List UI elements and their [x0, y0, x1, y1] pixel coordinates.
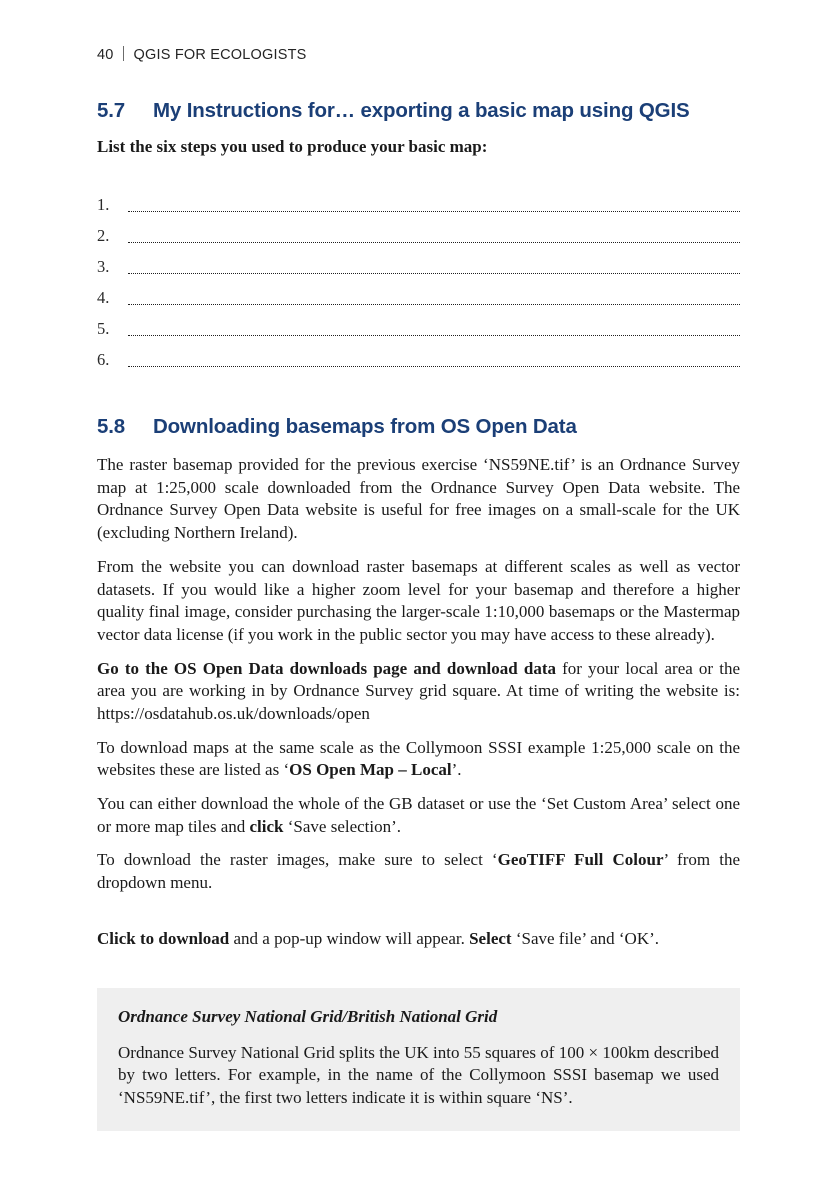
answer-line-dots[interactable]: [128, 303, 740, 305]
section-number-5-7: 5.7: [97, 99, 126, 122]
paragraph-raster-basemap: The raster basemap provided for the previous exercise ‘NS59NE.tif’ is an Ordnance Survey map at 1:25,000 scale downloaded from the Ordnance Survey Open Data website. The Ordnance Survey Open Data website is useful for free images on a small-scale for the UK (excluding Northern Ireland).: [97, 455, 740, 543]
section-number-5-8: 5.8: [97, 415, 126, 439]
term-select: Select: [469, 928, 512, 948]
answer-line-dots[interactable]: [128, 241, 740, 243]
answer-line-index: 1.: [97, 194, 110, 214]
page-number: 40: [97, 47, 114, 63]
section-title-5-8: Downloading basemaps from OS Open Data: [153, 415, 577, 439]
answer-line-1[interactable]: [97, 188, 740, 219]
text-post: ‘Save file’ and ‘OK’.: [511, 928, 660, 948]
section-heading-5-7: [97, 99, 740, 123]
answer-line-index: 6.: [97, 349, 110, 369]
answer-line-5[interactable]: [97, 312, 740, 343]
paragraph-click-to-download: [97, 928, 740, 951]
answer-lines-list: [97, 188, 740, 374]
paragraph-set-custom-area: [97, 793, 740, 838]
paragraph-downloads-page-lead: Go to the OS Open Data downloads page and download data: [97, 658, 556, 678]
text-pre: You can either download the whole of the GB dataset or use the ‘Set Custom Area’ select one or more map tiles and: [97, 794, 740, 836]
running-header-title: QGIS FOR ECOLOGISTS: [133, 47, 307, 63]
paragraph-spacer: [97, 906, 740, 928]
answer-line-dots[interactable]: [128, 210, 740, 212]
answer-line-3[interactable]: [97, 250, 740, 281]
answer-line-index: 2.: [97, 225, 110, 245]
answer-prompt: List the six steps you used to produce your basic map:: [97, 137, 488, 156]
answer-line-2[interactable]: [97, 219, 740, 250]
text-post: ‘Save selection’.: [283, 816, 402, 836]
answer-line-index: 4.: [97, 287, 110, 307]
answer-line-index: 5.: [97, 318, 110, 338]
answer-line-dots[interactable]: [128, 334, 740, 336]
answer-line-index: 3.: [97, 256, 110, 276]
text-post: ’ from the dropdown menu.: [97, 850, 740, 893]
term-geotiff-full-colour: GeoTIFF Full Colour: [497, 850, 664, 870]
text-mid: and a pop-up window will appear.: [229, 928, 470, 948]
answer-line-6[interactable]: [97, 343, 740, 374]
paragraph-downloads-page: [97, 658, 740, 726]
term-click-to-download: Click to download: [97, 928, 230, 948]
text-pre: To download the raster images, make sure to select ‘: [97, 850, 498, 870]
text-post: ’.: [451, 760, 462, 780]
answer-line-4[interactable]: [97, 281, 740, 312]
paragraph-downloads-page-rest: for your local area or the area you are working in by Ordnance Survey grid square. At time of writing the website is: https://osdatahub.os.uk/downloads/open: [97, 658, 740, 723]
header-divider: [123, 46, 124, 61]
callout-title: Ordnance Survey National Grid/British National Grid: [118, 1007, 498, 1027]
callout-body: Ordnance Survey National Grid splits the UK into 55 squares of 100 × 100km described by two letters. For example, in the name of the Collymoon SSSI basemap we used ‘NS59NE.tif’, the first two letters indicate it is within square ‘NS’.: [118, 1042, 719, 1108]
callout-box-national-grid: [97, 988, 740, 1130]
text-pre: To download maps at the same scale as the Collymoon SSSI example 1:25,000 scale on the websites these are listed as ‘: [97, 737, 740, 780]
answer-line-dots[interactable]: [128, 365, 740, 367]
term-os-open-map-local: OS Open Map – Local: [289, 760, 452, 780]
paragraph-geotiff: [97, 849, 740, 894]
section-title-5-7: My Instructions for… exporting a basic map using QGIS: [153, 99, 690, 122]
answer-line-dots[interactable]: [128, 272, 740, 274]
term-click: click: [249, 816, 284, 836]
paragraph-os-open-map-local: [97, 737, 740, 782]
running-header: [97, 44, 740, 63]
section-heading-5-8: [97, 415, 740, 439]
paragraph-vector-datasets: From the website you can download raster basemaps at different scales as well as vector datasets. If you would like a higher zoom level for your basemap and therefore a higher quality final image, consider purchasing the larger-scale 1:10,000 basemaps or the Mastermap vector data license (if you work in the public sector you may have access to these already).: [97, 556, 740, 644]
